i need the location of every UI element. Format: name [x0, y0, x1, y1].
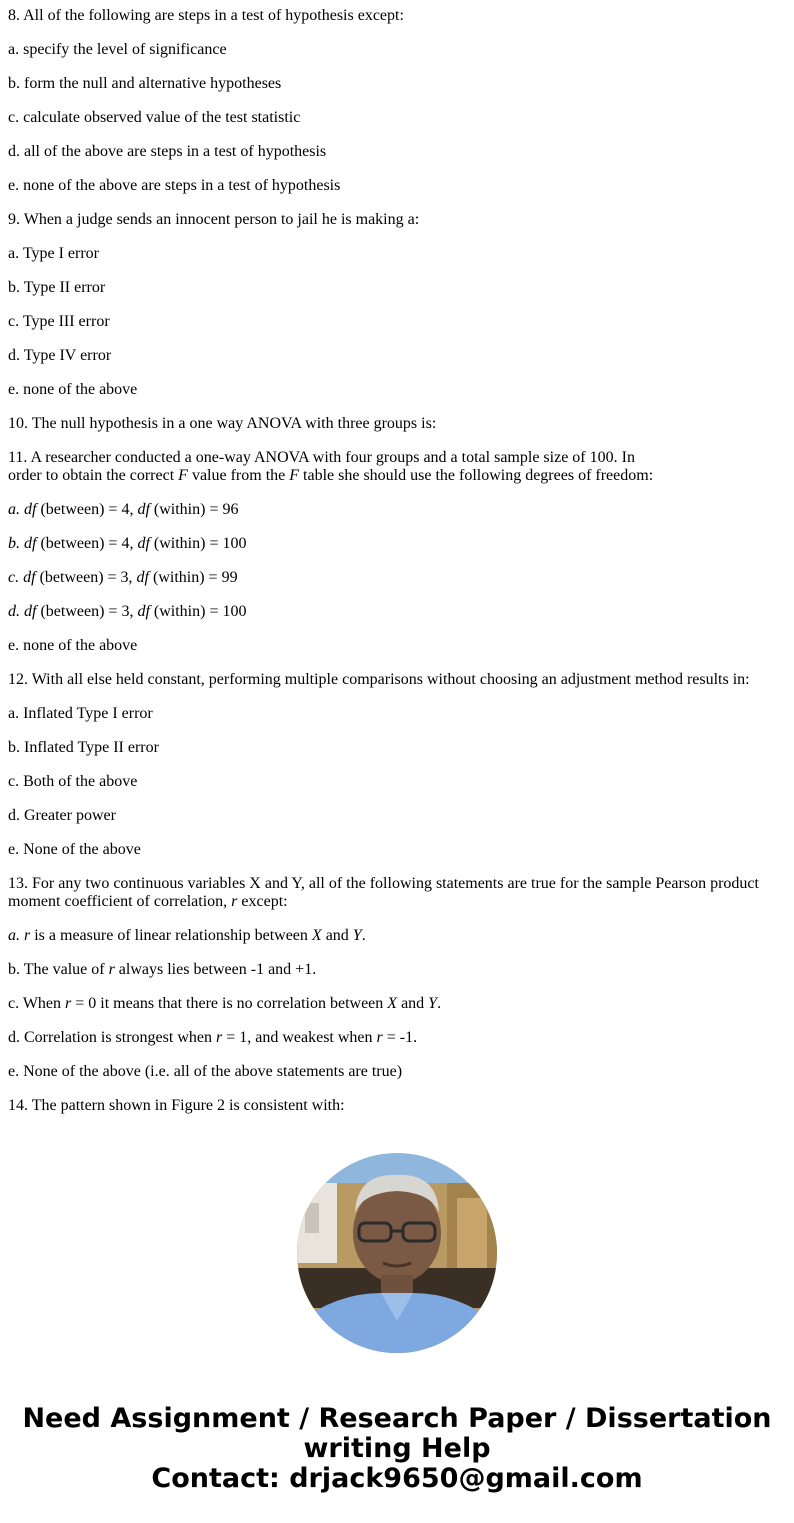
question-12-option-e	[8, 841, 784, 859]
text-run: (within) = 99	[149, 569, 238, 586]
author-avatar	[297, 1153, 497, 1353]
text-run: c. Both of the above	[8, 773, 138, 790]
italic-text: X	[387, 995, 398, 1012]
italic-text: a.	[8, 501, 24, 518]
text-run: and	[397, 995, 429, 1012]
question-8-option-d	[8, 143, 784, 161]
question-11-option-d	[8, 603, 784, 621]
text-run: b. Type II error	[8, 279, 106, 296]
italic-text: df	[24, 535, 37, 552]
text-run: b. Inflated Type II error	[8, 739, 159, 756]
text-run: = -1.	[382, 1029, 418, 1046]
text-run: d. Correlation is strongest when	[8, 1029, 216, 1046]
text-run: a. specify the level of significance	[8, 41, 227, 58]
text-run: (between) = 4,	[36, 535, 138, 552]
author-photo-illustration	[297, 1153, 497, 1353]
italic-text: r	[376, 1029, 383, 1046]
text-run: e. none of the above	[8, 637, 138, 654]
question-9-option-c	[8, 313, 784, 331]
question-11-option-c	[8, 569, 784, 587]
text-run: = 0 it means that there is no correlation between	[71, 995, 388, 1012]
text-run: .	[361, 927, 366, 944]
text-run: (between) = 3,	[36, 603, 138, 620]
question-8-option-c	[8, 109, 784, 127]
italic-text: df	[137, 501, 150, 518]
italic-text: df	[24, 603, 37, 620]
text-run: b. The value of	[8, 961, 109, 978]
question-10-stem	[8, 415, 784, 433]
text-run: value from the	[187, 467, 290, 484]
text-run: and	[321, 927, 353, 944]
italic-text: d.	[8, 603, 24, 620]
question-12-option-a	[8, 705, 784, 723]
text-run: 9. When a judge sends an innocent person to jail he is making a:	[8, 211, 420, 228]
text-run: table she should use the following degrees of freedom:	[299, 467, 654, 484]
question-9-option-a	[8, 245, 784, 263]
italic-text: r	[24, 927, 31, 944]
promo-banner	[0, 1404, 794, 1494]
italic-text: df	[24, 501, 37, 518]
question-12-option-b	[8, 739, 784, 757]
question-8-option-b	[8, 75, 784, 93]
question-13-option-d	[8, 1029, 784, 1047]
italic-text: Y	[352, 927, 362, 944]
question-8-option-e	[8, 177, 784, 195]
italic-text: r	[65, 995, 72, 1012]
italic-text: Y	[428, 995, 438, 1012]
italic-text: a.	[8, 927, 24, 944]
text-run: always lies between -1 and +1.	[114, 961, 317, 978]
text-run: 10. The null hypothesis in a one way ANOVA with three groups is:	[8, 415, 437, 432]
text-run: (within) = 100	[149, 535, 247, 552]
question-13-option-a	[8, 927, 784, 945]
text-run: a. Inflated Type I error	[8, 705, 153, 722]
text-run: d. Type IV error	[8, 347, 112, 364]
text-run: (between) = 3,	[35, 569, 137, 586]
promo-line-1: Need Assignment / Research Paper / Dissertation	[22, 1403, 772, 1434]
text-run: = 1, and weakest when	[222, 1029, 377, 1046]
question-13-option-e	[8, 1063, 784, 1081]
text-run: 11. A researcher conducted a one-way ANOVA with four groups and a total sample size of 100. In	[8, 449, 635, 466]
text-run: e. none of the above are steps in a test of hypothesis	[8, 177, 341, 194]
text-run: except:	[237, 893, 288, 910]
question-13-option-b	[8, 961, 784, 979]
text-run: e. none of the above	[8, 381, 138, 398]
text-run: d. all of the above are steps in a test of hypothesis	[8, 143, 327, 160]
italic-text: df	[136, 569, 149, 586]
text-run: e. None of the above	[8, 841, 141, 858]
question-8-stem	[8, 7, 784, 25]
question-11-option-a	[8, 501, 784, 519]
italic-text: df	[137, 535, 150, 552]
question-12-option-d	[8, 807, 784, 825]
question-12-option-c	[8, 773, 784, 791]
question-12-stem	[8, 671, 784, 689]
italic-text: X	[311, 927, 322, 944]
text-run: c. Type III error	[8, 313, 110, 330]
italic-text: F	[289, 467, 300, 484]
text-run: b. form the null and alternative hypotheses	[8, 75, 282, 92]
question-8-option-a	[8, 41, 784, 59]
text-run: 8. All of the following are steps in a test of hypothesis except:	[8, 7, 404, 24]
text-run: (within) = 96	[149, 501, 239, 518]
text-run: 14. The pattern shown in Figure 2 is consistent with:	[8, 1097, 345, 1114]
italic-text: r	[215, 1029, 223, 1046]
text-run: a. Type I error	[8, 245, 99, 262]
text-run: (between) = 4,	[36, 501, 138, 518]
text-run: (within) = 100	[149, 603, 247, 620]
question-11-option-e	[8, 637, 784, 655]
question-11-stem	[8, 449, 784, 485]
text-run: 13. For any two continuous variables X and Y, all of the following statements are true for the sample Pearson product	[8, 875, 759, 892]
text-run: 12. With all else held constant, performing multiple comparisons without choosing an adjustment method results in:	[8, 671, 750, 688]
question-13-option-c	[8, 995, 784, 1013]
italic-text: df	[23, 569, 36, 586]
italic-text: df	[137, 603, 150, 620]
text-run: c. calculate observed value of the test statistic	[8, 109, 301, 126]
promo-line-2: writing Help	[303, 1433, 491, 1464]
text-run: is a measure of linear relationship between	[30, 927, 312, 944]
italic-text: b.	[8, 535, 24, 552]
text-run: c. When	[8, 995, 66, 1012]
question-11-option-b	[8, 535, 784, 553]
text-run: d. Greater power	[8, 807, 116, 824]
italic-text: F	[178, 467, 188, 484]
document-body	[8, 7, 784, 1131]
question-13-stem	[8, 875, 784, 911]
text-run: .	[437, 995, 442, 1012]
question-9-stem	[8, 211, 784, 229]
text-run: order to obtain the correct	[8, 467, 179, 484]
question-9-option-e	[8, 381, 784, 399]
italic-text: c.	[8, 569, 24, 586]
italic-text: r	[108, 961, 115, 978]
text-run: moment coefficient of correlation,	[8, 893, 232, 910]
promo-contact-line: Contact: drjack9650@gmail.com	[151, 1463, 643, 1494]
question-9-option-b	[8, 279, 784, 297]
text-run: e. None of the above (i.e. all of the above statements are true)	[8, 1063, 403, 1080]
question-14-stem	[8, 1097, 784, 1115]
question-9-option-d	[8, 347, 784, 365]
italic-text: r	[231, 893, 238, 910]
